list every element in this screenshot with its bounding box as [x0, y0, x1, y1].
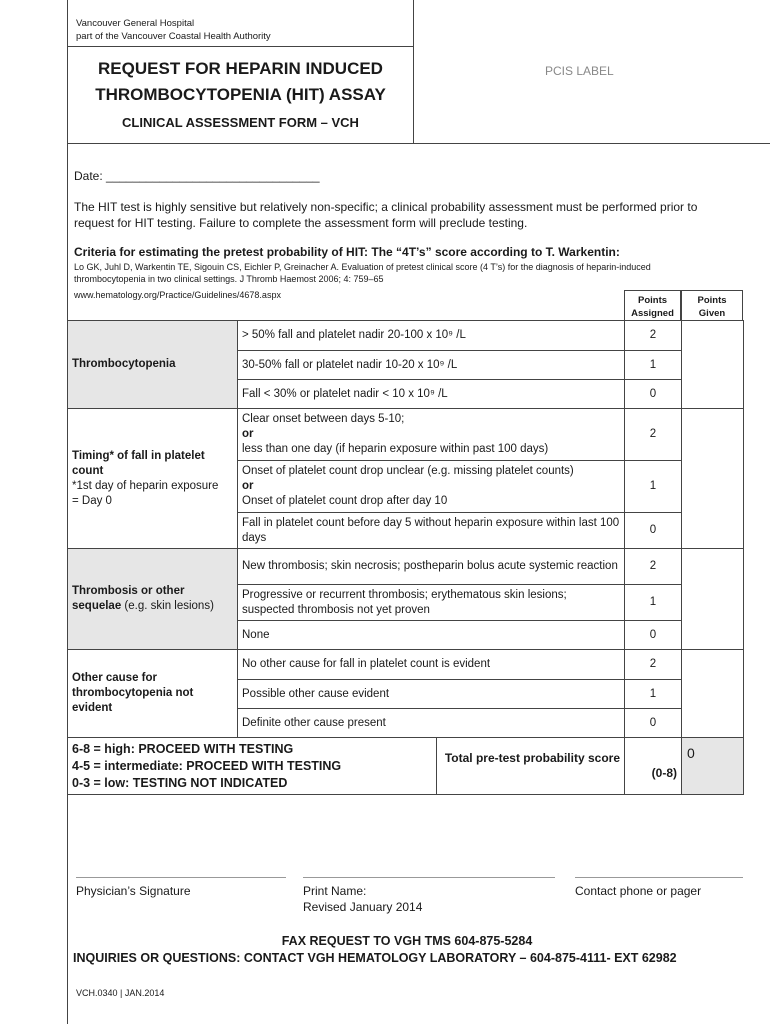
- points-assigned: 1: [625, 680, 682, 709]
- table-row: [68, 549, 744, 585]
- criteria-cell: Fall in platelet count before day 5 without heparin exposure within last 100 days: [238, 513, 625, 549]
- date-field[interactable]: Date: ________________________________: [74, 169, 320, 183]
- category-thrombocytopenia: Thrombocytopenia: [68, 321, 238, 409]
- contact-line[interactable]: [575, 877, 743, 878]
- criteria-cell: New thrombosis; skin necrosis; postheparin bolus acute systemic reaction: [238, 549, 625, 585]
- inquiries-instruction: INQUIRIES OR QUESTIONS: CONTACT VGH HEMATOLOGY LABORATORY – 604-875-4111- EXT 62982: [73, 951, 677, 965]
- interpretation-guide: [68, 738, 436, 794]
- physician-signature-label: Physician’s Signature: [76, 884, 191, 898]
- criteria-cell: No other cause for fall in platelet count is evident: [238, 650, 625, 680]
- physician-signature-line[interactable]: [76, 877, 286, 878]
- citation-line-2: thrombocytopenia in two clinical settings. J Thromb Haemost 2006; 4: 759–65: [74, 274, 384, 284]
- criteria-cell: Fall < 30% or platelet nadir < 10 x 10⁹ /L: [238, 380, 625, 409]
- points-given-input[interactable]: [682, 409, 744, 549]
- header-divider: [413, 0, 414, 143]
- interpretation-low: 0-3 = low: TESTING NOT INDICATED: [72, 776, 288, 790]
- points-assigned: 0: [625, 380, 682, 409]
- total-range-cell: [625, 738, 682, 795]
- total-score-range: (0-8): [651, 766, 677, 780]
- header-rule-2: [67, 143, 770, 144]
- form-code: VCH.0340 | JAN.2014: [76, 988, 165, 998]
- intro-line-1: The HIT test is highly sensitive but relatively non-specific; a clinical probability assessment must be performed prior to: [74, 200, 698, 214]
- citation-line-1: Lo GK, Juhl D, Warkentin TE, Sigouin CS, Eichler P, Greinacher A. Evaluation of pretest clinical score (4 T’s) for the diagnosis of heparin-induced: [74, 262, 651, 272]
- points-assigned: 1: [625, 351, 682, 380]
- criteria-cell: 30-50% fall or platelet nadir 10-20 x 10⁹ /L: [238, 351, 625, 380]
- criteria-cell: Possible other cause evident: [238, 680, 625, 709]
- intro-line-2: request for HIT testing. Failure to complete the assessment form will preclude testing.: [74, 216, 528, 230]
- total-score-label: Total pre-test probability score: [444, 751, 620, 765]
- category-timing-note-2: = Day 0: [72, 494, 112, 507]
- points-given-header: Points Given: [681, 290, 743, 320]
- form-title-1: REQUEST FOR HEPARIN INDUCED: [98, 59, 383, 78]
- points-assigned: 2: [625, 409, 682, 461]
- points-assigned: 1: [625, 461, 682, 513]
- criteria-cell: Onset of platelet count drop unclear (e.g. missing platelet counts) or Onset of platelet count drop after day 10: [238, 461, 625, 513]
- table-row: [68, 650, 744, 680]
- category-other-cause: Other cause for thrombocytopenia not evident: [68, 650, 238, 738]
- pcis-label: PCIS LABEL: [545, 64, 614, 78]
- criteria-cell: None: [238, 621, 625, 650]
- total-score-value[interactable]: 0: [682, 738, 744, 795]
- interpretation-high: 6-8 = high: PROCEED WITH TESTING: [72, 742, 294, 756]
- form-subtitle: CLINICAL ASSESSMENT FORM – VCH: [122, 115, 359, 130]
- category-timing-note-1: *1st day of heparin exposure: [72, 479, 219, 492]
- hospital-name: Vancouver General Hospital: [76, 18, 195, 29]
- contact-label: Contact phone or pager: [575, 884, 702, 898]
- points-assigned: 0: [625, 621, 682, 650]
- intro-text: [74, 199, 764, 231]
- print-name-label: Print Name:: [303, 884, 367, 898]
- category-thrombosis: Thrombosis or other sequelae (e.g. skin lesions): [68, 549, 238, 650]
- health-authority: part of the Vancouver Coastal Health Authority: [76, 31, 271, 42]
- points-assigned: 0: [625, 709, 682, 738]
- criteria-cell: > 50% fall and platelet nadir 20-100 x 10⁹ /L: [238, 321, 625, 351]
- header-rule-1: [67, 46, 413, 47]
- form-title-2: THROMBOCYTOPENIA (HIT) ASSAY: [95, 85, 386, 104]
- points-given-input[interactable]: [682, 549, 744, 650]
- criteria-cell: Progressive or recurrent thrombosis; erythematous skin lesions; suspected thrombosis not yet proven: [238, 585, 625, 621]
- points-assigned-header: Points Assigned: [624, 290, 681, 320]
- summary-row: [68, 738, 744, 795]
- print-name-line[interactable]: [303, 877, 555, 878]
- table-row: [68, 321, 744, 351]
- points-assigned: 2: [625, 650, 682, 680]
- criteria-heading: Criteria for estimating the pretest probability of HIT: The “4T’s” score according to T. Warkentin:: [74, 245, 620, 259]
- points-given-input[interactable]: [682, 321, 744, 409]
- scoring-table: [67, 320, 744, 795]
- hospital-block: [76, 17, 271, 43]
- category-timing-title: Timing* of fall in platelet count: [72, 449, 205, 477]
- points-assigned: 2: [625, 321, 682, 351]
- criteria-cell: Clear onset between days 5-10; or less than one day (if heparin exposure within past 100 days): [238, 409, 625, 461]
- points-given-input[interactable]: [682, 650, 744, 738]
- points-assigned: 2: [625, 549, 682, 585]
- revised-date: Revised January 2014: [303, 900, 423, 914]
- points-assigned: 0: [625, 513, 682, 549]
- category-timing: [68, 409, 238, 549]
- fax-instruction: FAX REQUEST TO VGH TMS 604-875-5284: [281, 934, 533, 948]
- interpretation-intermediate: 4-5 = intermediate: PROCEED WITH TESTING: [72, 759, 342, 773]
- criteria-cell: Definite other cause present: [238, 709, 625, 738]
- total-score-label-block: [436, 738, 624, 794]
- citation: [74, 261, 764, 285]
- guidelines-url[interactable]: www.hematology.org/Practice/Guidelines/4678.aspx: [74, 290, 281, 300]
- table-row: [68, 409, 744, 461]
- summary-cell: [68, 738, 625, 795]
- points-assigned: 1: [625, 585, 682, 621]
